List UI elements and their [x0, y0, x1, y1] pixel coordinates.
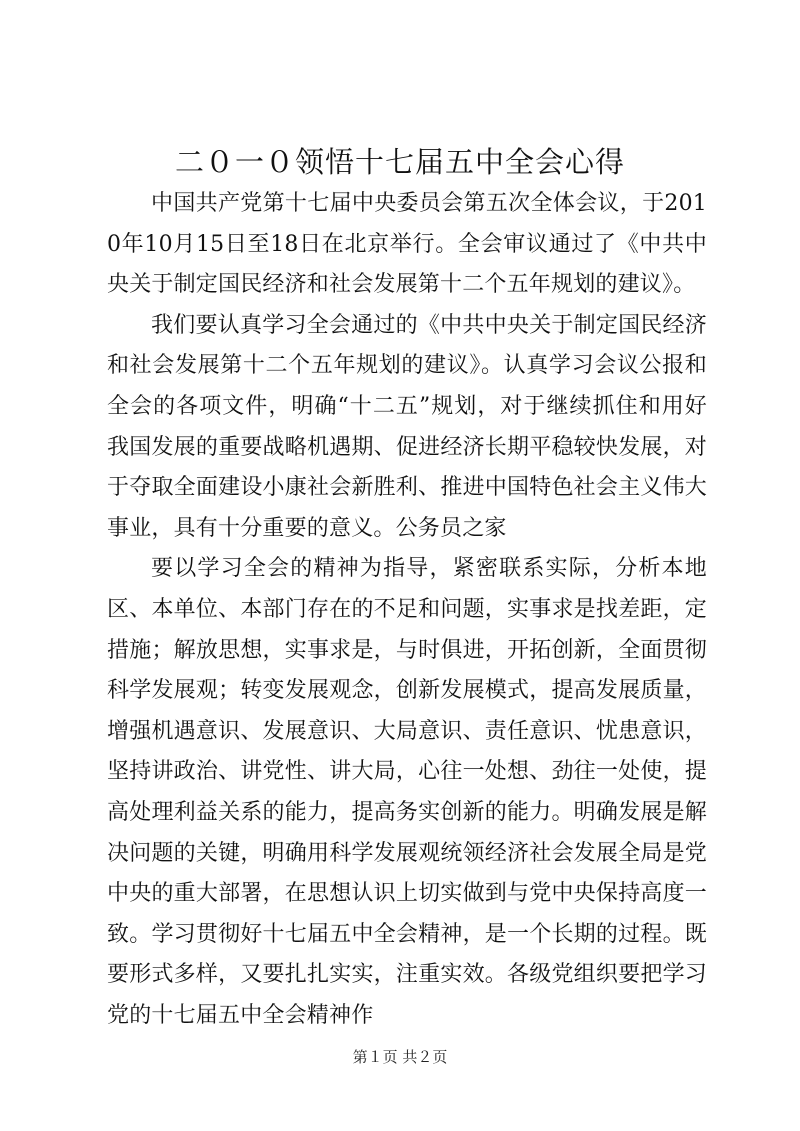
document-title: 二０一０领悟十七届五中全会心得	[174, 145, 625, 179]
paragraph-3: 要以学习全会的精神为指导，紧密联系实际，分析本地区、本单位、本部门存在的不足和问题，实事求是找差距，定措施；解放思想，实事求是，与时俱进，开拓创新，全面贯彻科学发展观；转变发展观念，创新发展模式，提高发展质量，增强机遇意识、发展意识、大局意识、责任意识、忧患意识，坚持讲政治、讲党性、讲大局，心往一处想、劲往一处使，提高处理利益关系的能力，提高务实创新的能力。明确发展是解决问题的关键，明确用科学发展观统领经济社会发展全局是党中央的重大部署，在思想认识上切实做到与党中央保持高度一致。学习贯彻好十七届五中全会精神，是一个长期的过程。既要形式多样，又要扎扎实实，注重实效。各级党组织要把学习党的十七届五中全会精神作	[107, 556, 707, 1028]
paragraph-2: 我们要认真学习全会通过的《中共中央关于制定国民经济和社会发展第十二个五年规划的建议》。认真学习会议公报和全会的各项文件，明确“十二五”规划，对于继续抓住和用好我国发展的重要战略机遇期、促进经济长期平稳较快发展，对于夺取全面建设小康社会新胜利、推进中国特色社会主义伟大事业，具有十分重要的意义。公务员之家	[107, 312, 707, 541]
paragraph-1: 中国共产党第十七届中央委员会第五次全体会议，于2010年10月15日至18日在北京举行。全会审议通过了《中共中央关于制定国民经济和社会发展第十二个五年规划的建议》。	[107, 191, 707, 298]
document-body	[107, 184, 707, 1036]
page-footer: 第１页 共２页	[352, 1048, 448, 1066]
